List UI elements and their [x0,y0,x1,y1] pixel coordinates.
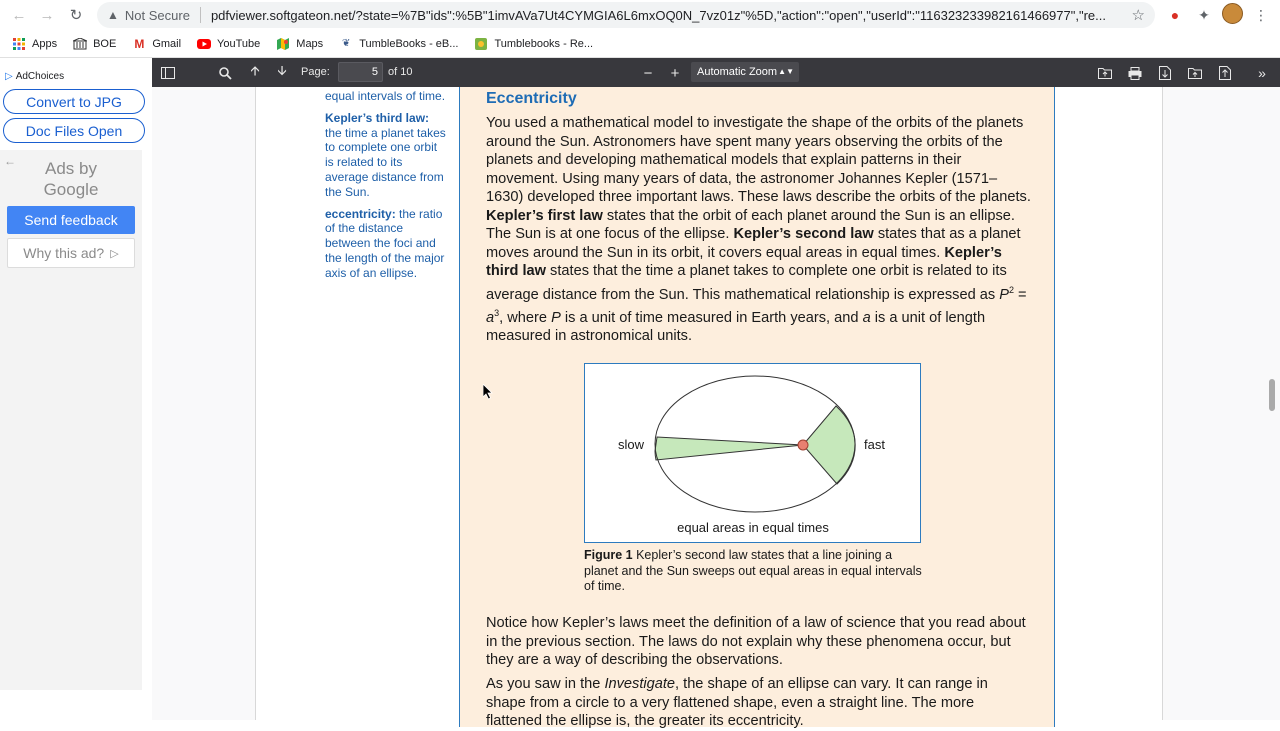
glossary-item-eccentricity [325,207,449,281]
vertical-scrollbar[interactable] [1269,379,1275,411]
adchoices-link[interactable] [5,71,64,82]
browser-toolbar [0,0,1280,30]
bookmarks-bar [0,30,1280,58]
send-feedback-button[interactable]: Send feedback [7,206,135,234]
save-icon[interactable] [1216,64,1234,82]
section-heading: Eccentricity [486,90,577,107]
forward-icon[interactable]: → [39,6,55,24]
youtube-icon [197,37,211,51]
boe-icon [73,37,87,51]
adchoices-icon: ▷ [110,247,119,260]
puzzle-icon[interactable]: ✦ [1198,6,1210,23]
adchoices-icon: ▷ [5,71,13,82]
ad-panel [0,58,152,720]
bookmark-maps[interactable] [276,37,323,51]
ads-by-google [0,158,142,200]
bookmark-label: BOE [93,37,117,50]
menu-kebab-icon[interactable]: ⋮ [1254,6,1268,23]
math-operator: = [1013,286,1027,303]
doc-files-open-button[interactable]: Doc Files Open [3,118,145,143]
paragraph-ellipse-shape [486,675,1031,731]
bookmark-boe[interactable] [73,37,116,51]
security-label: Not Secure [124,7,190,23]
why-this-ad-label: Why this ad? [23,245,105,261]
avatar[interactable] [1222,3,1243,24]
bookmark-label: Gmail [152,37,182,50]
bookmark-apps[interactable] [12,37,57,51]
text-run: , the shape of an ellipse can vary. It can range in shape from a circle to a very flattened shape, even a straight line. The more flattened the ellipse is, the greater its eccentricity. [486,676,988,729]
zoom-out-icon[interactable]: − [643,64,653,82]
sun-dot [798,440,808,450]
tools-menu-icon[interactable]: » [1258,65,1266,81]
google-label: Google [43,180,99,199]
previous-page-icon[interactable]: 🡩 [250,63,260,78]
glossary-definition: the time a planet takes to complete one orbit is related to its average distance from the Sun. [325,125,446,199]
address-bar[interactable] [97,2,1155,28]
next-page-icon[interactable]: 🡫 [277,63,287,78]
warning-icon: ▲ [107,8,119,22]
math-variable: a [486,309,495,326]
glossary-margin [325,89,449,288]
glossary-term: eccentricity: [325,206,396,221]
pdf-viewer-area[interactable] [152,87,1280,729]
math-variable: P [999,286,1009,303]
adchoices-label: AdChoices [15,71,65,82]
bookmark-label: TumbleBooks - eB... [359,37,459,50]
fast-label: fast [864,437,885,452]
url-text[interactable]: pdfviewer.softgateon.net/?state=%7B"ids":%5B"1imvAVa7Ut4CYMGIA6L6mxOQ0N_7vz01z"%5D,"action":"open","userId":"116323233982161466977","re... [210,7,1106,23]
italic-term: Investigate [604,676,676,692]
orbit-diagram [585,364,920,542]
page-number-input[interactable]: 5 [338,62,383,82]
glossary-definition: the ratio of the distance between the foci and the length of the major axis of an ellipse. [325,206,445,280]
ads-by-label: Ads by [45,159,97,178]
math-variable: P [551,309,561,326]
slow-label: slow [618,437,645,452]
page-label: Page: [301,66,330,78]
page-count: of 10 [388,66,413,78]
select-arrows-icon: ▲▼ [778,67,794,76]
tumblebooks-icon [474,37,488,51]
zoom-select-value: Automatic Zoom [697,66,778,78]
figure-caption [584,548,929,595]
maps-icon [276,37,290,51]
text-run: states that the orbit of each planet around the Sun is an ellipse. The Sun is at one focus of the ellipse. [486,207,1015,242]
text-run: states that as a planet moves around the Sun in its orbit, it covers equal areas in equal times. [486,226,1021,261]
text-run: As you saw in the [486,676,605,692]
bookmark-star-icon[interactable]: ☆ [1131,7,1145,24]
glossary-item-third-law [325,111,449,200]
omnibox-divider [200,7,201,23]
download-icon[interactable] [1156,64,1174,82]
why-this-ad-button[interactable] [7,238,135,268]
caption-text: Kepler’s second law states that a line joining a planet and the Sun sweeps out equal areas in equal intervals of time. [584,548,922,593]
paragraph-laws-of-science: Notice how Kepler’s laws meet the definition of a law of science that you read about in the previous section. The laws do not explain why these phenomena occur, but they are a way of describing the observations. [486,615,1026,668]
text-run: , where [499,309,552,326]
text-run: is a unit of time measured in Earth years, and [560,309,863,326]
tumblebooks-icon: ❦ [341,38,351,49]
bold-term: Kepler’s third law [486,244,1002,279]
math-exponent: 3 [494,307,500,318]
reload-icon[interactable]: ↻ [69,7,83,24]
math-exponent: 2 [1008,284,1014,295]
paragraph-kepler-laws [486,114,1031,346]
find-search-icon[interactable] [216,64,234,82]
zoom-in-icon[interactable]: + [670,64,680,82]
bookmark-label: YouTube [217,37,261,50]
glossary-term: Kepler’s third law: [325,110,430,125]
bold-term: Kepler’s first law [486,207,603,224]
figure-kepler-second-law [584,363,921,543]
bold-term: Kepler’s second law [733,226,874,242]
bookmark-gmail[interactable] [132,37,181,51]
convert-to-jpg-button[interactable]: Convert to JPG [3,89,145,114]
print-icon[interactable] [1126,64,1144,82]
bookmark-label: Tumblebooks - Re... [494,37,594,50]
bookmark-label: Maps [296,37,324,50]
apps-grid-icon [12,37,26,51]
text-run: states that the time a planet takes to complete one orbit is related to its average distance from the Sun. This mathematical relationship is expressed as [486,263,1007,303]
gmail-icon: M [134,36,145,51]
text-run: is a unit of length measured in astronomical units. [486,309,986,345]
bookmark-tumblebooks-2[interactable] [474,37,593,51]
mouse-cursor-icon [483,384,493,400]
sidebar-toggle-icon[interactable] [159,64,177,82]
pdf-toolbar [152,58,1280,87]
math-variable: a [862,309,871,326]
figure-label: Figure 1 [584,548,633,562]
equal-areas-label: equal areas in equal times [677,520,829,535]
zoom-select[interactable] [691,62,799,82]
open-file-icon[interactable] [1096,64,1114,82]
slow-sector [655,437,803,460]
text-run: You used a mathematical model to investigate the shape of the orbits of the planets around the Sun. Astronomers have spent many years observing the orbits of the planets and developing mathematical models that explain patterns in their movement. Using many years of data, the astronomer Johannes Kepler (1571–1630) developed three important laws. These laws describe the orbits of the planets. [486,115,1031,205]
bookmark-youtube[interactable] [197,37,260,51]
extension-icon[interactable]: ● [1170,7,1180,23]
glossary-item-continued: equal intervals of time. [325,89,446,103]
upload-file-icon[interactable] [1186,64,1204,82]
bookmark-label: Apps [32,37,58,50]
back-arrow-icon[interactable]: ← [4,154,16,168]
content-box [459,87,1055,727]
bookmark-tumblebooks-1[interactable] [339,37,458,51]
back-icon[interactable]: ← [11,6,27,24]
pdf-page [255,87,1163,729]
